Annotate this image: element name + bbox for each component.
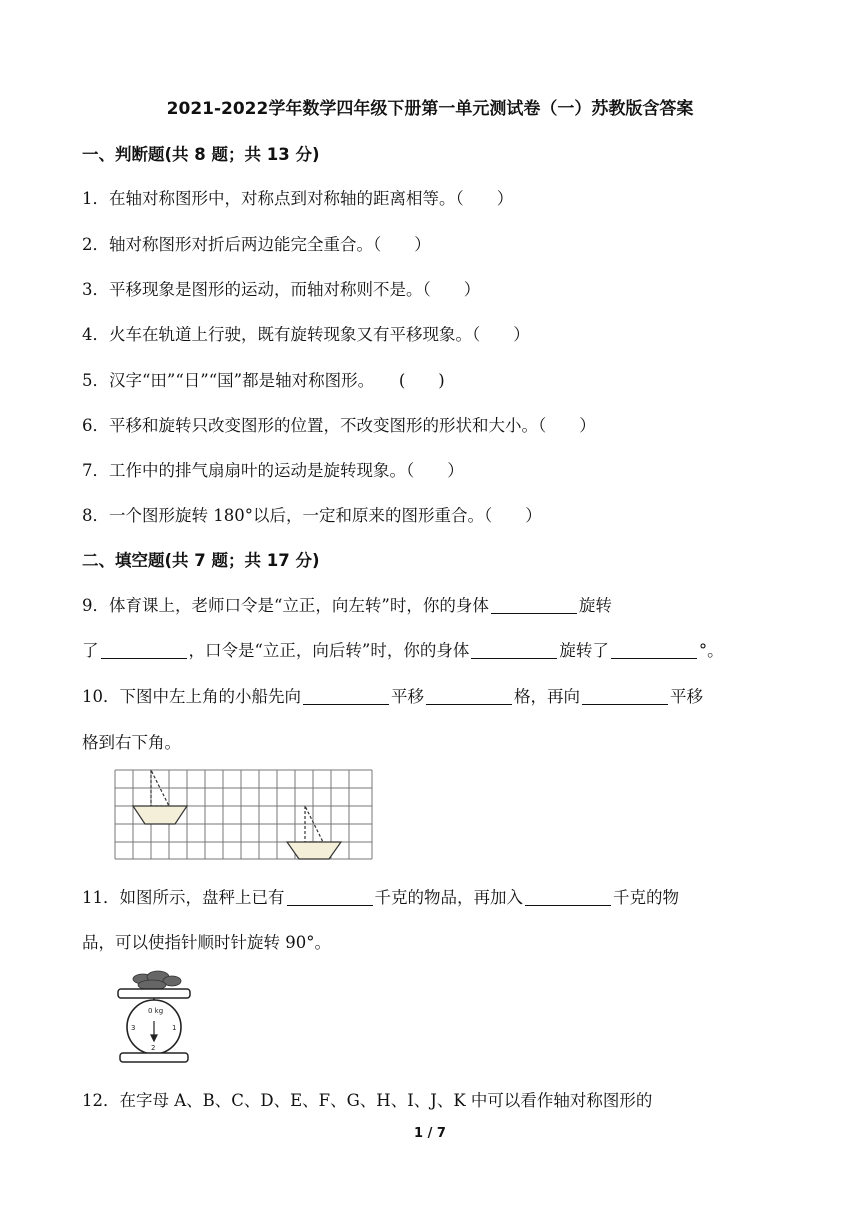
answer-blank[interactable]: [471, 640, 557, 659]
scale-pan: [118, 989, 190, 998]
answer-blank[interactable]: [582, 686, 668, 705]
scale-number-3: 3: [131, 1024, 136, 1032]
section-heading-judgment: 一、判断题(共 8 题；共 13 分): [82, 145, 320, 164]
scale-unit-label: 0 kg: [148, 1007, 164, 1015]
question-10-line-2: 格到右下角。: [82, 733, 181, 752]
question-11-line-2: 品，可以使指针顺时针旋转 90°。: [82, 933, 331, 952]
q9-text-2: 旋转: [578, 596, 612, 615]
question-11-line-1: [82, 884, 679, 908]
page-title: 2021-2022学年数学四年级下册第一单元测试卷（一）苏教版含答案: [166, 99, 694, 119]
answer-blank[interactable]: [287, 887, 373, 906]
answer-blank[interactable]: [303, 686, 389, 705]
q10-text-2: 平移: [391, 687, 424, 706]
answer-blank[interactable]: [525, 887, 611, 906]
question-10-line-1: [82, 683, 703, 707]
question-5: 5．汉字“田”“日”“国”都是轴对称图形。 ( ): [82, 371, 445, 390]
boat-grid-figure: [114, 769, 376, 861]
q9-text-3: 了: [82, 641, 99, 660]
q11-text-2: 千克的物品，再加入: [374, 888, 523, 907]
scale-number-2: 2: [151, 1044, 156, 1052]
section-heading-fill: 二、填空题(共 7 题；共 17 分): [82, 551, 320, 570]
q11-text-1: 11．如图所示，盘秤上已有: [82, 888, 285, 907]
answer-blank[interactable]: [491, 595, 577, 614]
answer-blank[interactable]: [611, 640, 697, 659]
q9-text-1: 9．体育课上，老师口令是“立正，向左转”时，你的身体: [82, 596, 489, 615]
page-number: 1 / 7: [414, 1126, 446, 1141]
vegetables-icon: [133, 971, 181, 990]
question-2: 2．轴对称图形对折后两边能完全重合。（ ）: [82, 235, 431, 254]
question-12-line-1: 12．在字母 A、B、C、D、E、F、G、H、I、J、K 中可以看作轴对称图形的: [82, 1091, 653, 1110]
question-3: 3．平移现象是图形的运动，而轴对称则不是。（ ）: [82, 280, 481, 299]
scale-base: [120, 1053, 188, 1062]
answer-blank[interactable]: [426, 686, 512, 705]
boat-top-left: [133, 770, 187, 824]
question-8: 8．一个图形旋转 180°以后，一定和原来的图形重合。（ ）: [82, 506, 542, 525]
q9-text-6: °。: [698, 641, 724, 660]
q10-text-1: 10．下图中左上角的小船先向: [82, 687, 301, 706]
scale-figure: [108, 969, 196, 1065]
question-7: 7．工作中的排气扇扇叶的运动是旋转现象。（ ）: [82, 461, 464, 480]
answer-blank[interactable]: [101, 640, 187, 659]
q10-text-4: 平移: [670, 687, 703, 706]
q9-text-4: ，口令是“立正，向后转”时，你的身体: [188, 641, 470, 660]
question-1: 1．在轴对称图形中，对称点到对称轴的距离相等。（ ）: [82, 189, 514, 208]
question-4: 4．火车在轨道上行驶，既有旋转现象又有平移现象。（ ）: [82, 325, 530, 344]
q11-text-3: 千克的物: [613, 888, 679, 907]
q9-text-5: 旋转了: [559, 641, 609, 660]
scale-number-1: 1: [172, 1024, 177, 1032]
question-6: 6．平移和旋转只改变图形的位置，不改变图形的形状和大小。（ ）: [82, 416, 596, 435]
q10-text-3: 格，再向: [514, 687, 580, 706]
question-9-line-2: [82, 637, 724, 661]
question-9-line-1: [82, 592, 612, 616]
